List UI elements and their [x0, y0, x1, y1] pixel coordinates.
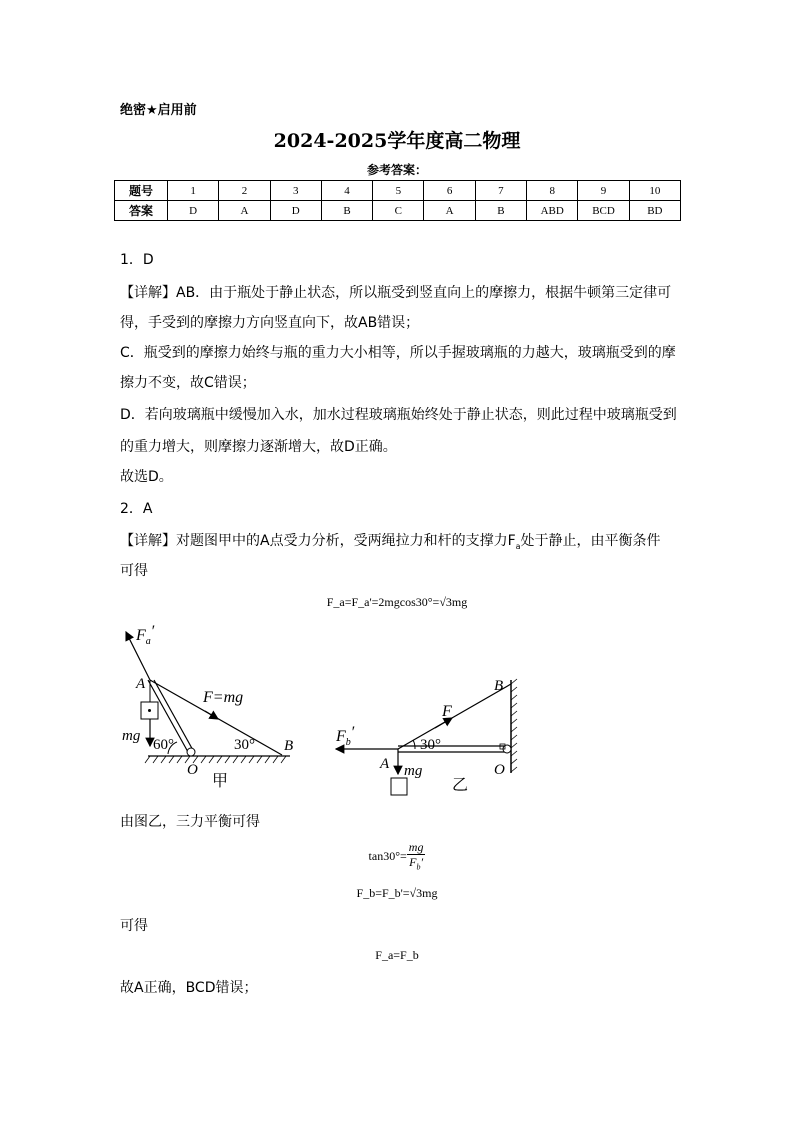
table-row-numbers: [115, 181, 681, 201]
equation-1: F_a=F_a'=2mgcos30°=√3mg: [326, 595, 468, 609]
answer-cell: B: [475, 201, 526, 221]
figure-yi: [335, 678, 517, 795]
q1-line-3: C．瓶受到的摩擦力始终与瓶的重力大小相等，所以手握玻璃瓶的力越大，玻璃瓶受到的摩: [120, 345, 676, 361]
row-label-number: 题号: [115, 181, 168, 201]
q2-line-4: 可得: [120, 918, 148, 934]
figure-jia: [122, 623, 293, 790]
answer-cell: B: [321, 201, 372, 221]
label-30deg-b: 30°: [420, 737, 441, 753]
label-O: O: [187, 762, 198, 778]
question-number-cell: 3: [270, 181, 321, 201]
label-F: F: [442, 703, 452, 720]
label-jia: 甲: [212, 773, 229, 790]
q2-line-3: 由图乙，三力平衡可得: [120, 814, 260, 830]
force-diagrams: [110, 618, 530, 803]
question-number-cell: 6: [424, 181, 475, 201]
label-60deg: 60°: [153, 737, 174, 753]
q1-line-5: D．若向玻璃瓶中缓慢加入水，加水过程玻璃瓶始终处于静止状态，则此过程中玻璃瓶受到: [120, 407, 677, 423]
label-A2: A: [380, 756, 390, 772]
label-O2: O: [494, 762, 505, 778]
q1-heading: 1．D: [120, 252, 154, 268]
label-mg2: mg: [404, 763, 423, 779]
answer-cell: C: [373, 201, 424, 221]
q1-line-6: 的重力增大，则摩擦力逐渐增大，故D正确。: [120, 439, 397, 455]
q1-line-7: 故选D。: [120, 469, 173, 485]
q2-line-2: 可得: [120, 563, 148, 579]
question-number-cell: 10: [629, 181, 680, 201]
label-F-mg: F=mg: [203, 689, 244, 706]
row-label-answer: 答案: [115, 201, 168, 221]
table-row-answers: [115, 201, 681, 221]
equation-2: tan30°= $\frac{mg}{F_b'}$: [368, 840, 424, 872]
label-mg: mg: [122, 728, 141, 744]
question-number-cell: 1: [168, 181, 219, 201]
question-number-cell: 5: [373, 181, 424, 201]
answer-cell: D: [270, 201, 321, 221]
label-fb: $F_b'$: [336, 724, 355, 748]
label-A: A: [136, 676, 146, 692]
answer-cell: D: [168, 201, 219, 221]
answer-table: [114, 180, 681, 221]
question-number-cell: 9: [578, 181, 629, 201]
q2-line-5: 故A正确，BCD错误；: [120, 980, 258, 996]
answer-cell: BD: [629, 201, 680, 221]
question-number-cell: 4: [321, 181, 372, 201]
answer-cell: BCD: [578, 201, 629, 221]
answer-cell: ABD: [527, 201, 578, 221]
label-yi: 乙: [452, 777, 469, 794]
label-B2: B: [494, 678, 504, 694]
q2-line-1: 【详解】对题图甲中的A点受力分析，受两绳拉力和杆的支撑力$F_a$处于静止，由平衡条件: [120, 533, 661, 551]
question-number-cell: 7: [475, 181, 526, 201]
label-30deg: 30°: [234, 737, 255, 753]
equation-3: F_b=F_b'=√3mg: [356, 886, 438, 900]
equation-4: F_a=F_b: [375, 948, 419, 962]
question-number-cell: 8: [527, 181, 578, 201]
answer-key-heading: 参考答案：: [366, 163, 427, 177]
answer-cell: A: [219, 201, 270, 221]
confidential-label: 绝密★启用前: [120, 103, 197, 118]
q1-line-4: 擦力不变，故C错误；: [120, 375, 256, 391]
question-number-cell: 2: [219, 181, 270, 201]
label-B: B: [284, 738, 294, 754]
answer-cell: A: [424, 201, 475, 221]
page-title: 2024-2025学年度高二物理: [273, 130, 521, 152]
q2-heading: 2．A: [120, 501, 153, 517]
q1-line-1: 【详解】AB．由于瓶处于静止状态，所以瓶受到竖直向上的摩擦力，根据牛顿第三定律可: [120, 285, 672, 301]
q1-line-2: 得，手受到的摩擦力方向竖直向下，故AB错误；: [120, 315, 420, 331]
label-fa: $F_a'$: [136, 623, 155, 647]
